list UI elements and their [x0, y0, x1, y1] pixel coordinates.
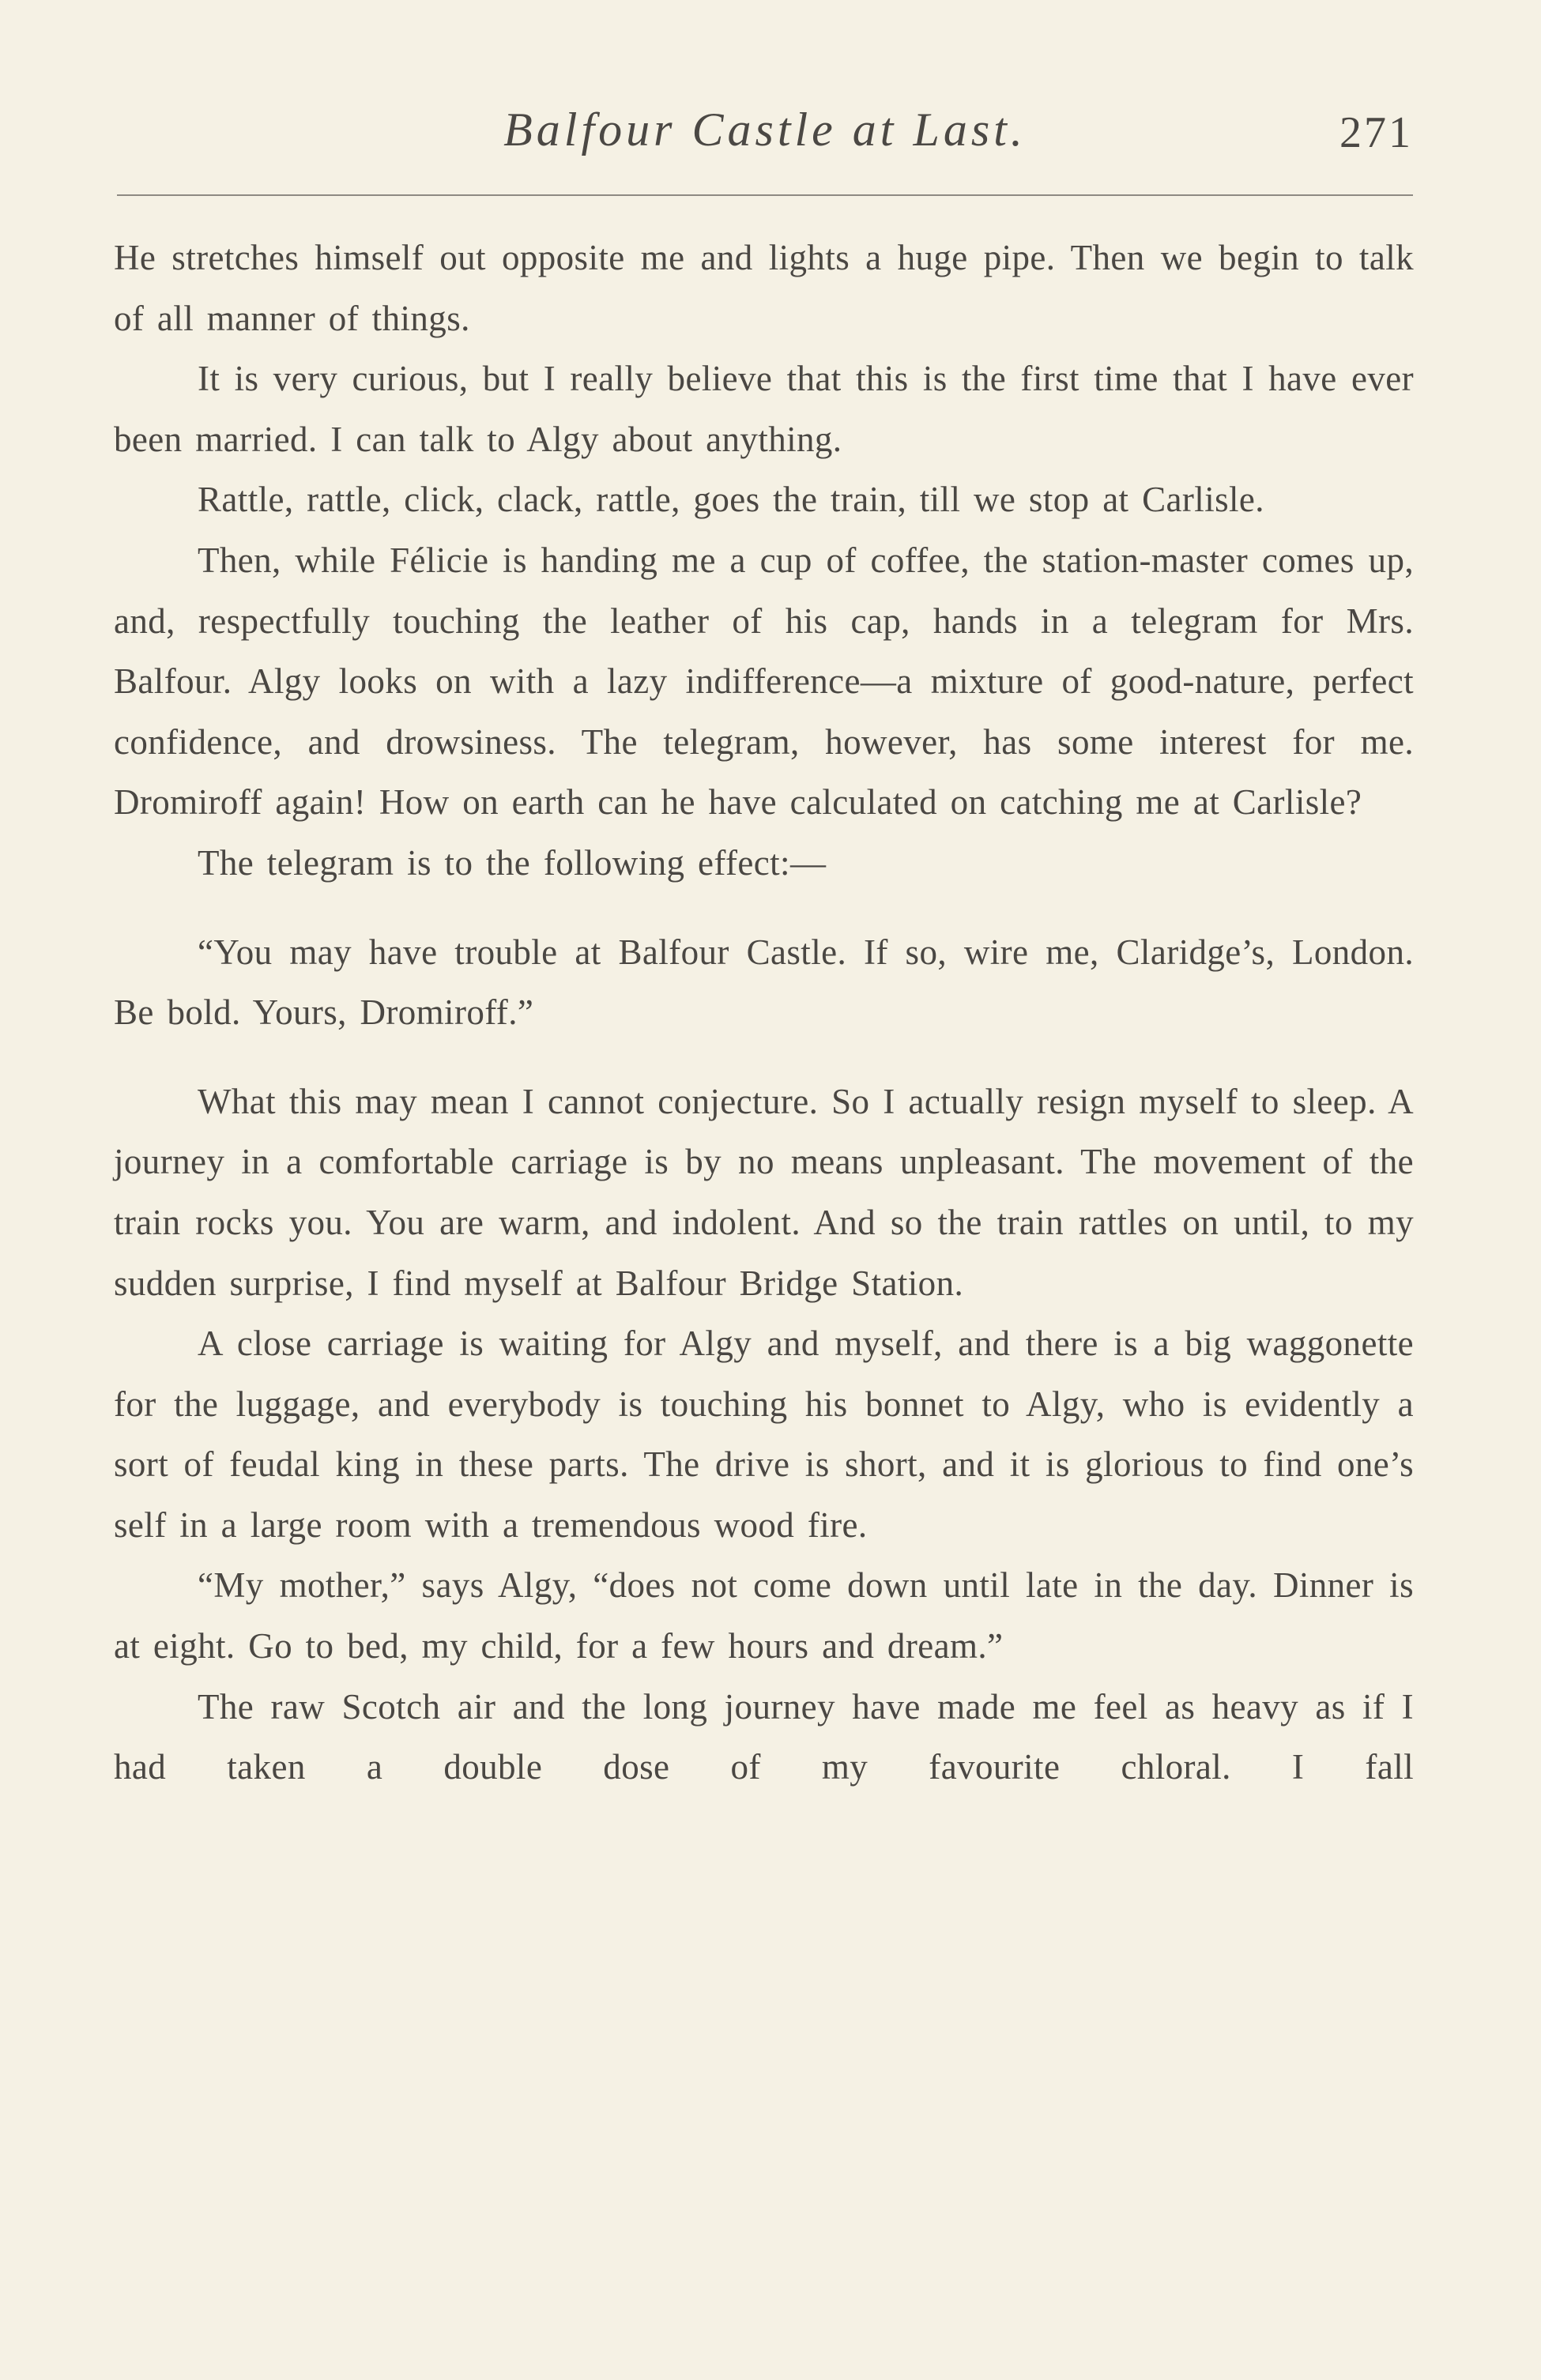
page-number: 271	[1339, 108, 1413, 157]
paragraph: A close carriage is waiting for Algy and myself, and there is a big waggonette for the luggage, and everybody is touching his bonnet to Algy, who is evidently a sort of feudal king in these parts. The drive is short, and it is glorious to find one’s self in a large room with a tremendous wood fire.	[114, 1324, 1414, 1545]
header-rule	[117, 194, 1413, 196]
running-title: Balfour Castle at Last.	[503, 104, 1027, 156]
telegram-quote: “You may have trouble at Balfour Castle. If so, wire me, Claridge’s, London. Be bold. Yours, Dromiroff.”	[114, 932, 1414, 1033]
paragraph: The raw Scotch air and the long journey have made me feel as heavy as if I had taken a double dose of my favourite chloral. I fall	[114, 1686, 1414, 1787]
running-head	[117, 103, 1413, 166]
paragraph: Then, while Félicie is handing me a cup of coffee, the station-master comes up, and, respectfully touching the leather of his cap, hands in a telegram for Mrs. Balfour. Algy looks on with a lazy indifference—a mixture of good-nature, perfect confidence, and drowsiness. The telegram, however, has some interest for me. Dromiroff again! How on earth can he have calculated on catching me at Carlisle?	[114, 540, 1414, 823]
paragraph: Rattle, rattle, click, clack, rattle, goes the train, till we stop at Carlisle.	[198, 480, 1264, 520]
body-text	[114, 228, 1414, 1798]
paragraph: What this may mean I cannot conjecture. So I actually resign myself to sleep. A journey in a comfortable carriage is by no means unpleasant. The movement of the train rocks you. You are warm, and indolent. And so the train rattles on until, to my sudden surprise, I find myself at Balfour Bridge Station.	[114, 1081, 1414, 1303]
paragraph: The telegram is to the following effect:—	[198, 842, 827, 883]
paragraph: “My mother,” says Algy, “does not come down until late in the day. Dinner is at eight. Go to bed, my child, for a few hours and dream.”	[114, 1565, 1414, 1666]
paragraph: It is very curious, but I really believe that this is the first time that I have ever been married. I can talk to Algy about anything.	[114, 359, 1414, 459]
paragraph: He stretches himself out opposite me and lights a huge pipe. Then we begin to talk of all manner of things.	[114, 238, 1414, 338]
